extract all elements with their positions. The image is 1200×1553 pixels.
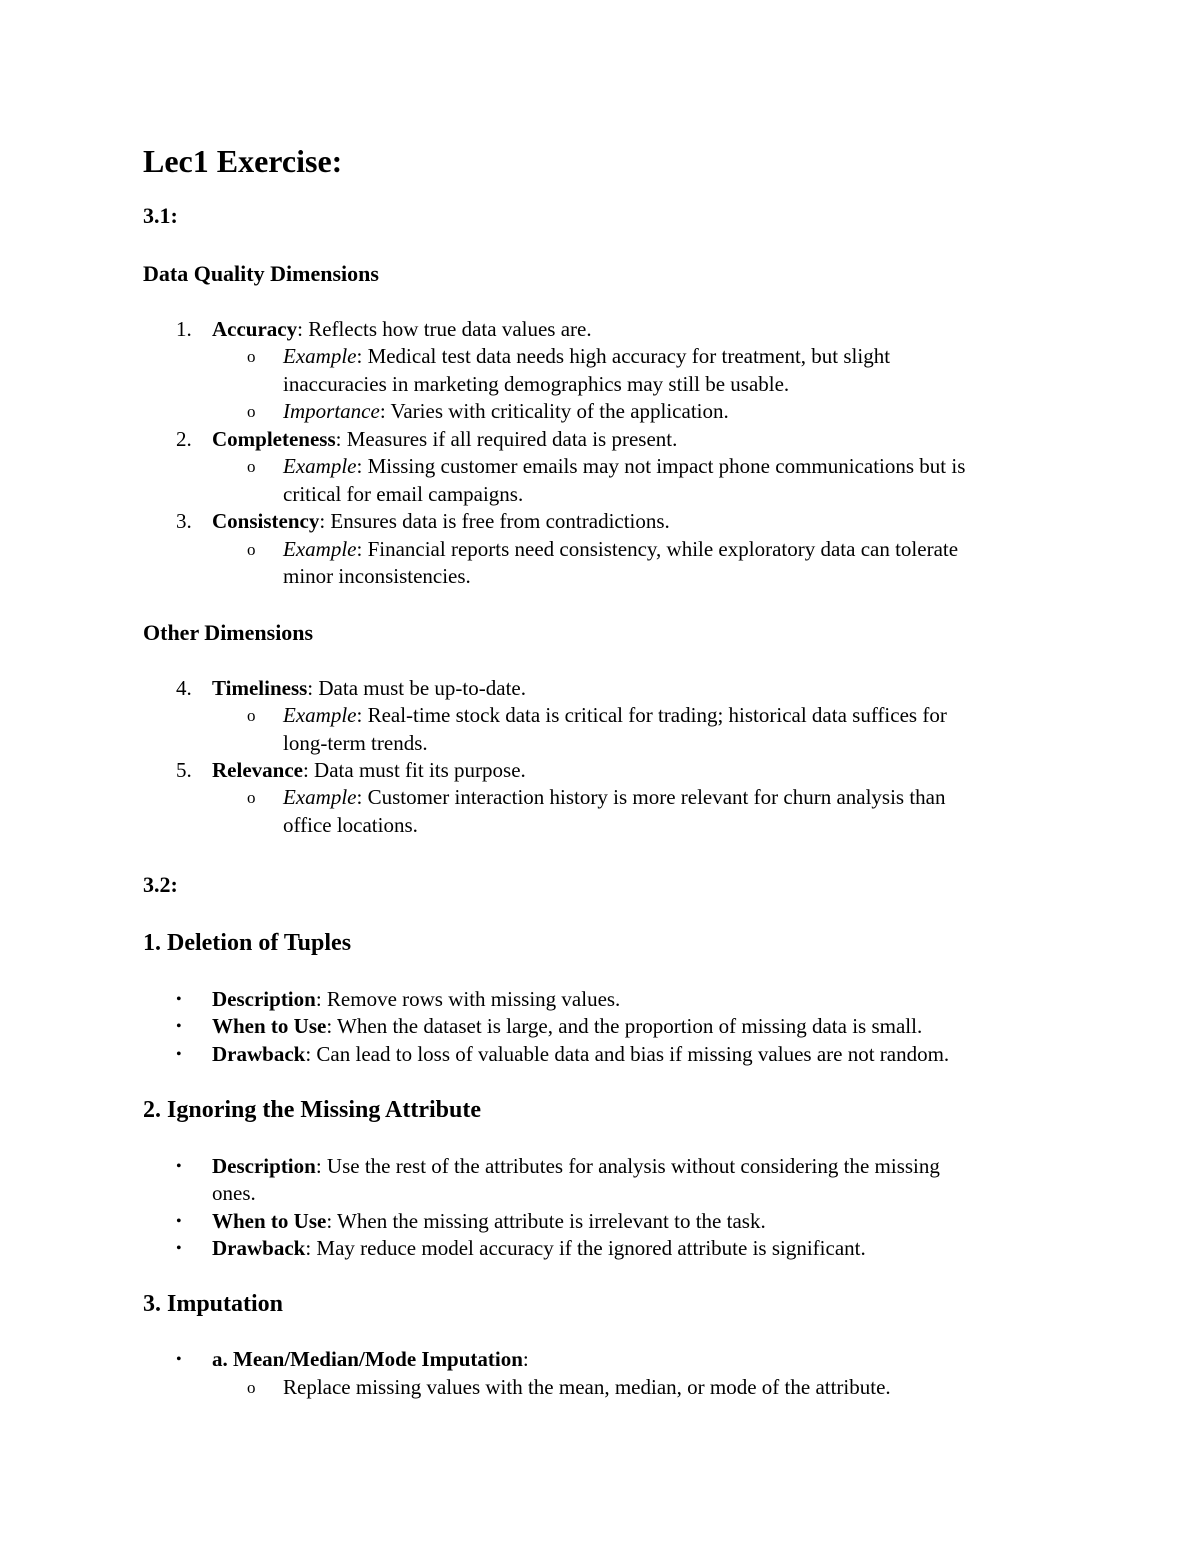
sub-bullet-marker: o <box>247 402 256 421</box>
bullet-marker: • <box>176 1046 182 1063</box>
sub-text: office locations. <box>283 813 418 837</box>
sub-bullet-marker: o <box>247 706 256 725</box>
sub-text: minor inconsistencies. <box>283 564 471 588</box>
definition: : When the dataset is large, and the proportion of missing data is small. <box>326 1014 923 1038</box>
term: Relevance <box>212 758 303 782</box>
term: Accuracy <box>212 317 298 341</box>
bullet-marker: • <box>176 1213 182 1230</box>
term: Completeness <box>212 427 336 451</box>
definition: : Reflects how true data values are. <box>297 317 592 341</box>
definition: : Data must be up-to-date. <box>307 676 526 700</box>
sub-label: Example <box>283 703 357 727</box>
sub-bullet-marker: o <box>247 1378 256 1397</box>
definition: : Ensures data is free from contradictions. <box>319 509 670 533</box>
term: Description <box>212 1154 316 1178</box>
term: Timeliness <box>212 676 308 700</box>
other-dimensions-heading: Other Dimensions <box>143 620 314 645</box>
term: When to Use <box>212 1209 327 1233</box>
term: Drawback <box>212 1236 306 1260</box>
bullet-marker: • <box>176 991 182 1008</box>
definition: : May reduce model accuracy if the ignored attribute is significant. <box>305 1236 866 1260</box>
sub-label: Example <box>283 537 357 561</box>
sub-bullet-marker: o <box>247 457 256 476</box>
term: a. Mean/Median/Mode Imputation <box>212 1347 523 1371</box>
sub-bullet-marker: o <box>247 788 256 807</box>
sub-text: : Financial reports need consistency, while exploratory data can tolerate <box>356 537 959 561</box>
sub-text: : Missing customer emails may not impact phone communications but is <box>356 454 966 478</box>
bullet-marker: • <box>176 1351 182 1368</box>
definition: : When the missing attribute is irrelevant to the task. <box>326 1209 766 1233</box>
list-number: 1. <box>176 317 192 341</box>
definition: : <box>522 1347 529 1371</box>
section-3-1-heading: 3.1: <box>143 203 178 228</box>
term: When to Use <box>212 1014 327 1038</box>
bullet-marker: • <box>176 1158 182 1175</box>
list-number: 2. <box>176 427 192 451</box>
sub-text: critical for email campaigns. <box>283 482 524 506</box>
definition: : Remove rows with missing values. <box>315 987 621 1011</box>
sub-label: Importance <box>283 399 380 423</box>
imputation-heading: 3. Imputation <box>143 1291 284 1317</box>
sub-bullet-marker: o <box>247 347 256 366</box>
definition: : Use the rest of the attributes for analysis without considering the missing <box>315 1154 940 1178</box>
ignoring-heading: 2. Ignoring the Missing Attribute <box>143 1097 482 1123</box>
sub-text: long-term trends. <box>283 731 428 755</box>
sub-text: inaccuracies in marketing demographics may still be usable. <box>283 372 790 396</box>
bullet-marker: • <box>176 1240 182 1257</box>
deletion-heading: 1. Deletion of Tuples <box>143 930 352 956</box>
sub-label: Example <box>283 454 357 478</box>
sub-text: : Real-time stock data is critical for trading; historical data suffices for <box>356 703 947 727</box>
section-3-2-heading: 3.2: <box>143 872 178 897</box>
sub-text: : Customer interaction history is more relevant for churn analysis than <box>356 785 946 809</box>
list-number: 4. <box>176 676 192 700</box>
sub-label: Example <box>283 344 357 368</box>
sub-bullet-marker: o <box>247 540 256 559</box>
list-number: 3. <box>176 509 192 533</box>
sub-text: : Medical test data needs high accuracy for treatment, but slight <box>356 344 891 368</box>
definition: : Data must fit its purpose. <box>302 758 526 782</box>
definition: : Measures if all required data is present. <box>335 427 678 451</box>
definition: ones. <box>212 1181 256 1205</box>
list-number: 5. <box>176 758 192 782</box>
page-title: Lec1 Exercise: <box>143 143 343 179</box>
definition: : Can lead to loss of valuable data and bias if missing values are not random. <box>305 1042 950 1066</box>
term: Consistency <box>212 509 320 533</box>
data-quality-heading: Data Quality Dimensions <box>143 261 379 286</box>
term: Drawback <box>212 1042 306 1066</box>
sub-text: : Varies with criticality of the application. <box>379 399 729 423</box>
term: Description <box>212 987 316 1011</box>
sub-label: Example <box>283 785 357 809</box>
bullet-marker: • <box>176 1018 182 1035</box>
sub-text: Replace missing values with the mean, median, or mode of the attribute. <box>283 1375 891 1399</box>
